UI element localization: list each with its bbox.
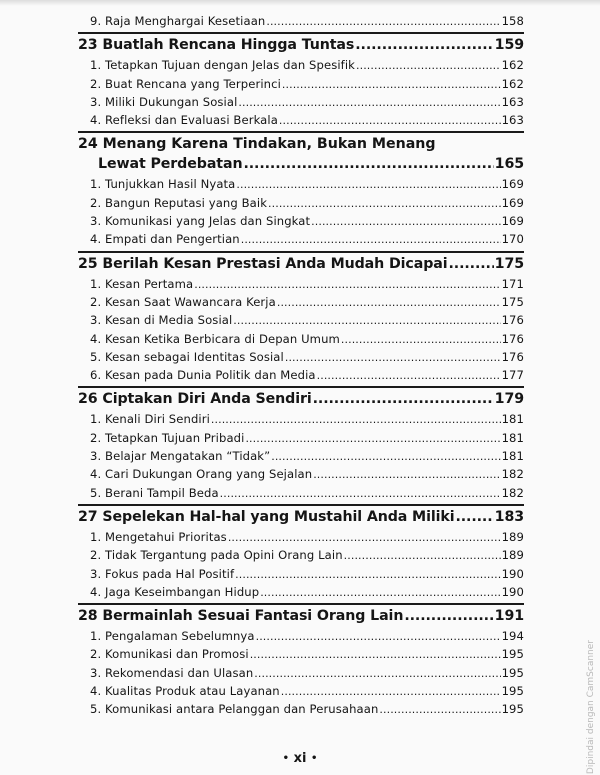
- dot-leader: [311, 213, 500, 231]
- toc-entry-label: 9. Raja Menghargai Kesetiaan: [90, 14, 266, 28]
- toc-entry[interactable]: [78, 447, 524, 465]
- dot-leader: [281, 683, 501, 701]
- toc-entry-label: 5. Kesan sebagai Identitas Sosial: [90, 349, 284, 364]
- chapter-heading-24[interactable]: [78, 154, 524, 175]
- chapter-divider: [78, 504, 524, 506]
- toc-entry[interactable]: [78, 546, 524, 564]
- toc-entry[interactable]: [78, 484, 524, 502]
- dot-leader: [254, 665, 500, 683]
- toc-entry-label: 2. Bangun Reputasi yang Baik: [90, 195, 268, 210]
- toc-entry-page: 195: [501, 702, 524, 717]
- toc-entry[interactable]: [78, 700, 524, 718]
- toc-entry-label: 4. Cari Dukungan Orang yang Sejalan: [90, 467, 313, 482]
- chapter-page: 183: [494, 508, 524, 525]
- toc-entry-page: 182: [501, 467, 524, 482]
- toc-entry[interactable]: [78, 410, 524, 428]
- toc-entry[interactable]: [78, 75, 524, 93]
- toc-entry-page: 162: [501, 76, 524, 91]
- toc-entry[interactable]: [78, 528, 524, 546]
- toc-entry-label: 3. Komunikasi yang Jelas dan Singkat: [90, 214, 311, 229]
- dot-leader: [404, 606, 493, 627]
- chapter-page: 179: [494, 391, 524, 408]
- toc-entry-label: 1. Tetapkan Tujuan dengan Jelas dan Spesifik: [90, 58, 355, 73]
- chapter-divider: [78, 251, 524, 253]
- dot-leader: [243, 154, 493, 175]
- toc-entry-label: 3. Rekomendasi dan Ulasan: [90, 665, 254, 680]
- toc-entry-page: 177: [501, 368, 524, 383]
- toc-entry-page: 195: [501, 684, 524, 699]
- toc-entry[interactable]: [78, 429, 524, 447]
- chapter-heading-27[interactable]: [78, 507, 524, 528]
- toc-entry-page: 169: [501, 195, 524, 210]
- dot-leader: [279, 112, 501, 130]
- toc-entry-label: 4. Kesan Ketika Berbicara di Depan Umum: [90, 331, 340, 346]
- toc-entry-label: 2. Kesan Saat Wawancara Kerja: [90, 294, 276, 309]
- chapter-title: 26 Ciptakan Diri Anda Sendiri: [78, 391, 312, 408]
- dot-leader: [233, 312, 500, 330]
- chapter-divider: [78, 386, 524, 388]
- toc-entry-label: 2. Buat Rencana yang Terperinci: [90, 76, 281, 91]
- toc-entry-page: 189: [501, 529, 524, 544]
- toc-entry-page: 171: [501, 276, 524, 291]
- toc-entry-page: 158: [501, 14, 524, 28]
- toc-entry-label: 3. Kesan di Media Sosial: [90, 313, 233, 328]
- dot-leader: [271, 448, 500, 466]
- toc-entry-label: 6. Kesan pada Dunia Politik dan Media: [90, 368, 316, 383]
- toc-entry[interactable]: [78, 12, 524, 30]
- toc-entry-label: 3. Miliki Dukungan Sosial: [90, 94, 238, 109]
- toc-entry-page: 170: [501, 232, 524, 247]
- page-footer: [270, 751, 330, 766]
- chapter-heading-28[interactable]: [78, 606, 524, 627]
- chapter-divider: [78, 603, 524, 605]
- dot-leader: [313, 466, 500, 484]
- toc-entry-label: 2. Komunikasi dan Promosi: [90, 647, 249, 662]
- dot-leader: [356, 57, 501, 75]
- chapter-page: 159: [494, 37, 524, 54]
- chapter-title: 28 Bermainlah Sesuai Fantasi Orang Lain: [78, 608, 404, 625]
- chapter-heading-25[interactable]: [78, 254, 524, 275]
- chapter-title: 27 Sepelekan Hal-hal yang Mustahil Anda Miliki: [78, 508, 455, 525]
- toc-entry-label: 2. Tidak Tergantung pada Opini Orang Lain: [90, 548, 343, 563]
- toc-entry[interactable]: [78, 565, 524, 583]
- dot-leader: [260, 584, 500, 602]
- dot-leader: [245, 430, 500, 448]
- toc-entry-page: 175: [501, 294, 524, 309]
- dot-leader: [344, 547, 501, 565]
- dot-leader: [282, 76, 501, 94]
- toc-entry-label: 4. Refleksi dan Evaluasi Berkala: [90, 113, 278, 128]
- toc-entry-label: 3. Fokus pada Hal Positif: [90, 566, 235, 581]
- chapter-page: 175: [494, 255, 524, 272]
- dot-leader: [211, 411, 501, 429]
- toc-entry[interactable]: [78, 311, 524, 329]
- dot-leader: [238, 94, 500, 112]
- dot-leader: [449, 254, 494, 275]
- dot-leader: [341, 331, 501, 349]
- chapter-heading-23[interactable]: [78, 35, 524, 56]
- dot-leader: [379, 701, 500, 719]
- toc-entry-page: 182: [501, 485, 524, 500]
- dot-leader: [313, 389, 494, 410]
- toc-entry[interactable]: [78, 93, 524, 111]
- toc-entry-page: 181: [501, 412, 524, 427]
- toc-entry-page: 176: [501, 313, 524, 328]
- dot-leader: [355, 35, 493, 56]
- toc-entry[interactable]: [78, 348, 524, 366]
- toc-entry-label: 1. Pengalaman Sebelumnya: [90, 629, 255, 644]
- toc-entry-page: 176: [501, 331, 524, 346]
- toc-entry[interactable]: [78, 212, 524, 230]
- dot-leader: [236, 176, 500, 194]
- chapter-page: 191: [494, 608, 524, 625]
- dot-leader: [266, 13, 500, 31]
- toc-entry[interactable]: [78, 230, 524, 248]
- toc-entry-label: 1. Kenali Diri Sendiri: [90, 412, 210, 427]
- table-of-contents: [78, 12, 524, 719]
- toc-entry-label: 4. Empati dan Pengertian: [90, 232, 240, 247]
- dot-leader: [256, 628, 501, 646]
- toc-entry-page: 189: [501, 548, 524, 563]
- toc-entry-label: 2. Tetapkan Tujuan Pribadi: [90, 430, 245, 445]
- toc-entry[interactable]: [78, 366, 524, 384]
- toc-entry[interactable]: [78, 293, 524, 311]
- bullet-left: •: [282, 753, 290, 764]
- dot-leader: [455, 507, 493, 528]
- dot-leader: [277, 294, 501, 312]
- chapter-title: 25 Berilah Kesan Prestasi Anda Mudah Dicapai: [78, 255, 448, 272]
- chapter-page: 165: [494, 156, 524, 173]
- toc-entry-page: 169: [501, 214, 524, 229]
- dot-leader: [285, 349, 501, 367]
- toc-entry[interactable]: [78, 111, 524, 129]
- dot-leader: [268, 195, 501, 213]
- toc-entry[interactable]: [78, 682, 524, 700]
- toc-entry-page: 195: [501, 665, 524, 680]
- toc-entry-page: 163: [501, 94, 524, 109]
- dot-leader: [241, 231, 501, 249]
- toc-entry[interactable]: [78, 56, 524, 74]
- page-number: xi: [293, 751, 307, 766]
- chapter-heading-24-line1[interactable]: 24 Menang Karena Tindakan, Bukan Menang: [78, 136, 436, 153]
- dot-leader: [250, 646, 501, 664]
- chapter-heading-26[interactable]: [78, 389, 524, 410]
- toc-entry[interactable]: [78, 627, 524, 645]
- dot-leader: [235, 566, 500, 584]
- chapter-divider: [78, 32, 524, 34]
- toc-entry-page: 162: [501, 58, 524, 73]
- toc-entry-page: 181: [501, 449, 524, 464]
- dot-leader: [317, 367, 501, 385]
- toc-entry-page: 181: [501, 430, 524, 445]
- toc-entry-label: 5. Berani Tampil Beda: [90, 485, 219, 500]
- toc-entry-label: 1. Mengetahui Prioritas: [90, 529, 227, 544]
- toc-entry-page: 195: [501, 647, 524, 662]
- toc-entry-label: 1. Kesan Pertama: [90, 276, 194, 291]
- toc-entry[interactable]: [78, 583, 524, 601]
- toc-entry-label: 5. Komunikasi antara Pelanggan dan Perusahaan: [90, 702, 379, 717]
- toc-entry[interactable]: [78, 330, 524, 348]
- scanner-watermark: Dipindai dengan CamScanner: [586, 640, 596, 775]
- toc-entry-label: 3. Belajar Mengatakan “Tidak”: [90, 449, 271, 464]
- dot-leader: [194, 276, 500, 294]
- toc-entry[interactable]: [78, 645, 524, 663]
- toc-entry-page: 190: [501, 566, 524, 581]
- toc-entry-page: 190: [501, 584, 524, 599]
- toc-entry-page: 194: [501, 629, 524, 644]
- chapter-title: 23 Buatlah Rencana Hingga Tuntas: [78, 37, 355, 54]
- toc-entry-label: 4. Kualitas Produk atau Layanan: [90, 684, 280, 699]
- dot-leader: [220, 485, 501, 503]
- bullet-right: •: [310, 753, 318, 764]
- toc-entry[interactable]: [78, 465, 524, 483]
- toc-entry-label: 4. Jaga Keseimbangan Hidup: [90, 584, 260, 599]
- toc-entry[interactable]: [78, 664, 524, 682]
- chapter-divider: [78, 131, 524, 133]
- dot-leader: [228, 529, 501, 547]
- toc-entry-page: 169: [501, 177, 524, 192]
- toc-entry[interactable]: [78, 175, 524, 193]
- toc-entry-page: 176: [501, 349, 524, 364]
- toc-entry-label: 1. Tunjukkan Hasil Nyata: [90, 177, 236, 192]
- toc-entry[interactable]: [78, 194, 524, 212]
- chapter-title: Lewat Perdebatan: [98, 156, 243, 173]
- toc-entry[interactable]: [78, 275, 524, 293]
- toc-entry-page: 163: [501, 113, 524, 128]
- scan-top-edge: [0, 0, 600, 6]
